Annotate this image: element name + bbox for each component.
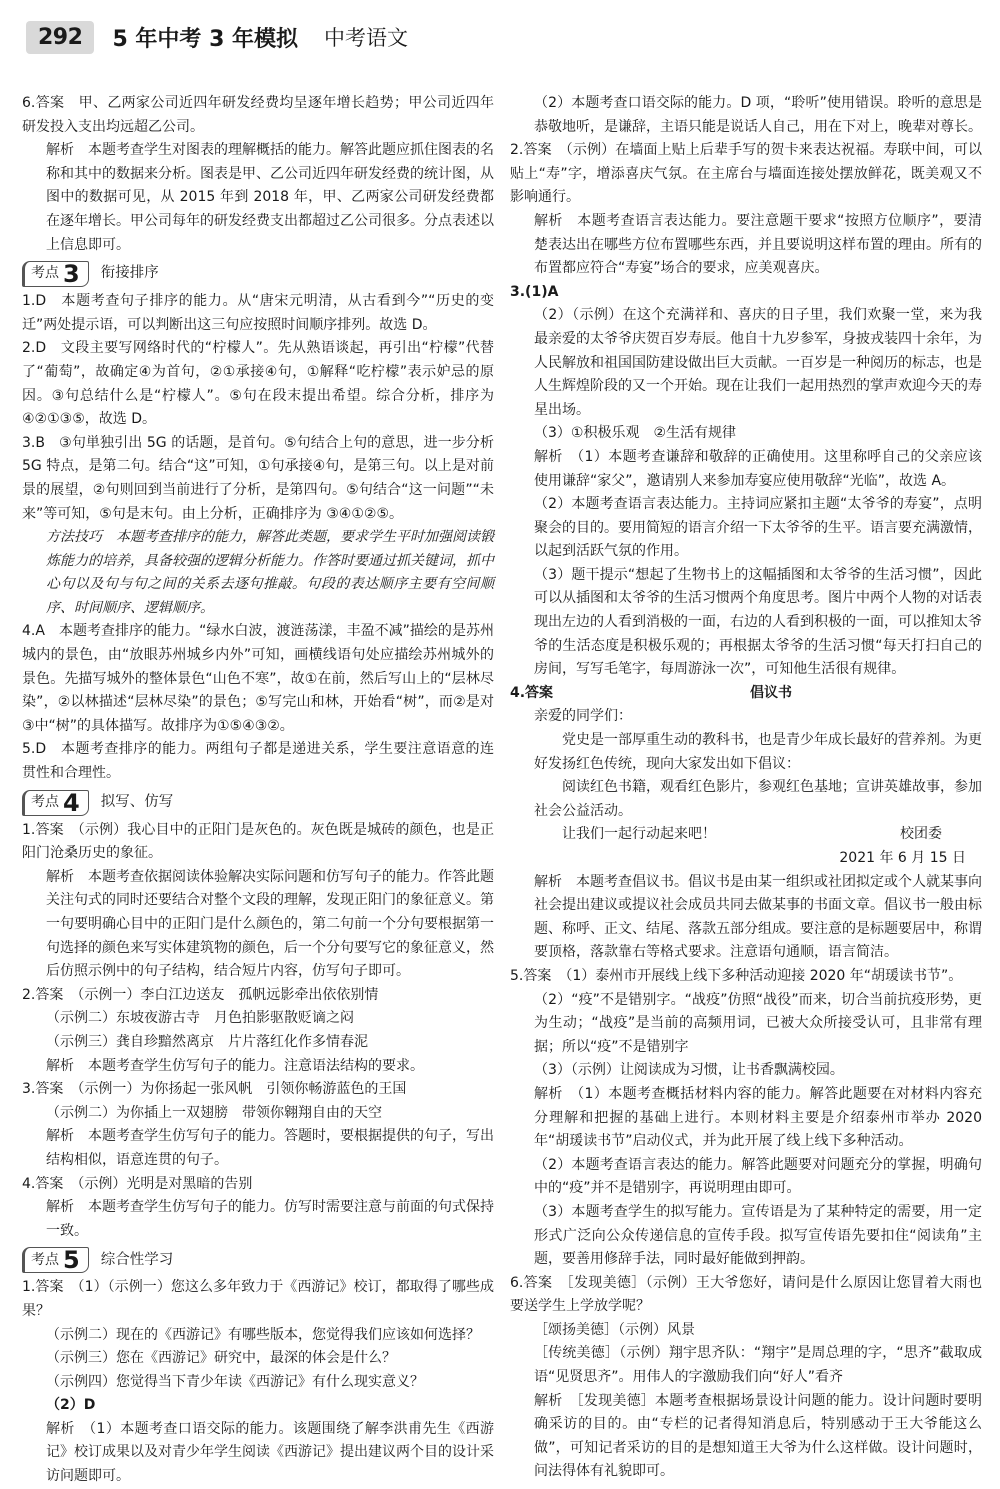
answer-item: 4.答案 （示例）光明是对黑暗的告别: [22, 1175, 253, 1192]
explanation: （2）本题考查语言表达能力。主持词应紧扣主题“太爷爷的寿宴”，点明聚会的目的。要用简短的语言介绍一下太爷爷的生平。语言要充满激情，以起到活跃气氛的作用。: [534, 496, 982, 560]
letter-date: 2021 年 6 月 15 日: [839, 850, 966, 866]
section-header: [22, 261, 494, 287]
explanation: （2）本题考查口语交际的能力。D 项，“聆听”使用错误。聆听的意思是恭敬地听，是谦辞，主语只能是说话人自己，用在下对上，晚辈对尊长。: [534, 95, 982, 135]
answer-line: ［颂扬美德］（示例）风景: [534, 1321, 695, 1338]
answer-item: 2.D 文段主要写网络时代的“柠檬人”。先从熟语谈起，再引出“柠檬”代替了“葡萄”，故确定④为首句，②①承接④句，①解释“吃柠檬”表示妒忌的原因。③句总结什么是“柠檬人”。⑤句在段末提出希望。综合分析，排序为④②①③⑤，故选 D。: [22, 340, 494, 428]
letter-closing: [510, 823, 982, 847]
explanation: （3）本题考查学生的拟写能力。宣传语是为了某种特定的需要，用一定形式广泛向公众传递信息的宣传手段。拟写宣传语先要扣住“阅读角”主题，要善用修辞手法，同时最好能做到押韵。: [534, 1203, 982, 1268]
answer-line: （示例三）龚自珍黯然离京 片片落红化作多情春泥: [46, 1033, 368, 1050]
answer-line: （2）D: [46, 1397, 96, 1414]
section-badge: 考点 4: [22, 790, 89, 816]
answer-line: （示例二）现在的《西游记》有哪些版本，您觉得我们应该如何选择？: [46, 1326, 480, 1343]
answer-line: （2）“疫”不是错别字。“战疫”仿照“战役”而来，切合当前抗疫形势，更为生动；“战疫”是当前的高频用词，已被大众所接受认可，且非常有理据；所以“疫”不是错别字: [534, 991, 982, 1055]
answer-line: （3）①积极乐观 ②生活有规律: [534, 425, 737, 442]
explanation: 解析 本题考查学生仿写句子的能力。注意语法结构的要求。: [46, 1057, 424, 1074]
answer-item: 6.答案 ［发现美德］（示例）王大爷您好，请问是什么原因让您冒着大雨也要送学生上学放学呢？: [510, 1274, 982, 1315]
explanation: 解析 本题考查学生仿写句子的能力。仿写时需要注意与前面的句式保持一致。: [46, 1199, 494, 1239]
answer-line: （2）（示例）在这个充满祥和、喜庆的日子里，我们欢聚一堂，来为我最亲爱的太爷爷庆贺百岁寿辰。他自十九岁参军，身披戎装四十余年，为人民解放和祖国国防建设做出巨大贡献。一百岁是一种阅历的标志，也是人生辉煌阶段的又一个开始。现在让我们一起用热烈的掌声欢迎今天的寿星出场。: [534, 307, 982, 418]
explanation: 解析 本题考查语言表达能力。要注意题干要求“按照方位顺序”，要清楚表达出在哪些方位布置哪些东西，并且要说明这样布置的理由。所有的布置都应符合“寿宴”场合的要求，应美观喜庆。: [534, 212, 982, 277]
answer-item: 3.(1)A: [510, 283, 559, 300]
explanation: 解析 本题考查依据阅读体验解决实际问题和仿写句子的能力。作答此题关注句式的同时还要结合对整个文段的理解，发现正阳门的象征意义。第一句要明确心目中的正阳门是什么颜色的，第二句前一个分句要根据第一句选择的颜色来写实体建筑物的颜色，后一个分句要写它的象征意义，然后仿照示例中的句子结构，结合短片内容，仿写句子即可。: [46, 868, 494, 980]
right-column: [510, 92, 982, 1484]
explanation: 解析 （1）本题考查概括材料内容的能力。解答此题要在对材料内容充分理解和把握的基础上进行。本则材料主要是介绍泰州市举办 2020 年“胡瑗读书节”启动仪式，并为此开展了线上线下多种活动。: [534, 1085, 982, 1150]
answer-line: （示例三）您在《西游记》研究中，最深的体会是什么？: [46, 1350, 396, 1367]
explanation: 解析 （1）本题考查口语交际的能力。该题围绕了解李洪甫先生《西游记》校订成果以及对青少年学生阅读《西游记》提出建议两个目的设计采访问题即可。: [46, 1420, 494, 1485]
section-title: 综合性学习: [100, 1251, 174, 1268]
letter-header: [510, 682, 982, 706]
letter-greeting: 亲爱的同学们：: [534, 708, 632, 725]
section-header: [22, 790, 494, 816]
answer-item: 1.D 本题考查句子排序的能力。从“唐宋元明清，从古看到今”“历史的变迁”两处提示语，可以判断出这三句应按照时间顺序排列。故选 D。: [22, 293, 494, 333]
explanation: （2）本题考查语言表达的能力。解答此题要对问题充分的掌握，明确句中的“疫”并不是错别字，再说明理由即可。: [534, 1156, 982, 1197]
method-tip: 方法技巧 本题考查排序的能力，解答此类题，要求学生平时加强阅读锻炼能力的培养，具备较强的逻辑分析能力。作答时要通过抓关键词，抓中心句以及句与句之间的关系去逐句推敲。句段的表达顺序主要有空间顺序、时间顺序、逻辑顺序。: [46, 529, 494, 616]
answer-item: 3.答案 （示例一）为你扬起一张风帆 引领你畅游蓝色的王国: [22, 1081, 407, 1098]
answer-item: 6.答案 甲、乙两家公司近四年研发经费均呈逐年增长趋势；甲公司近四年研发投入支出均远超乙公司。: [22, 95, 494, 135]
answer-item: 1.答案 （示例）我心目中的正阳门是灰色的。灰色既是城砖的颜色，也是正阳门沧桑历史的象征。: [22, 821, 494, 862]
answer-item: 2.答案 （示例）在墙面上贴上后辈手写的贺卡来表达祝福。寿联中间，可以贴上“寿”字，增添喜庆气氛。在主席台与墙面连接处摆放鲜花，既美观又不影响通行。: [510, 142, 982, 206]
explanation: 解析 本题考查学生仿写句子的能力。答题时，要根据提供的句子，写出结构相似，语意连贯的句子。: [46, 1128, 494, 1168]
section-title: 衔接排序: [100, 265, 159, 282]
explanation: 解析 本题考查学生对图表的理解概括的能力。解答此题应抓住图表的名称和其中的数据来分析。图表是甲、乙公司近四年研发经费的统计图，从图中的数据可见，从 2015 年到 2018 年，甲、乙两家公司研发经费都在逐年增长。甲公司每年的研发经费支出都超过乙公司很多。分点表述以上信息即可。: [46, 142, 494, 253]
section-badge: 考点 3: [22, 261, 89, 287]
answer-line: （3）（示例）让阅读成为习惯，让书香飘满校园。: [534, 1062, 844, 1079]
section-badge: 考点 5: [22, 1247, 89, 1273]
explanation: 解析 本题考查倡议书。倡议书是由某一组织或社团拟定或个人就某事向社会提出建议或提议社会成员共同去做某事的书面文章。倡议书一般由标题、称呼、正文、结尾、落款五部分组成。要注意的是标题要居中，称谓要顶格，落款靠右等格式要求。注意语句通顺，语言简洁。: [534, 873, 982, 961]
letter-closing-line: 让我们一起行动起来吧！: [562, 826, 716, 843]
answer-item: 3.B ③句単独引出 5G 的话题，是首句。⑤句结合上句的意思，进一步分析 5G 特点，是第二句。结合“这”可知，①句承接④句，是第三句。以上是对前景的展望，②句则回到当前进行了分析，是第四句。⑤句结合“这一问题”“未来”等可知，⑤句是末句。由上分析，正确排序为 ③④①②⑤。: [22, 434, 494, 522]
explanation: 解析 （1）本题考查谦辞和敬辞的正确使用。这里称呼自己的父亲应该使用谦辞“家父”，邀请别人来参加寿宴应使用敬辞“光临”，故选 A。: [534, 448, 982, 489]
answer-line: ［传统美德］（示例）翔宇思齐队：“翔宇”是周总理的字，“思齐”截取成语“见贤思齐”。用伟人的字激励我们向“好人”看齐: [534, 1345, 982, 1386]
explanation: 解析 ［发现美德］本题考查根据场景设计问题的能力。设计问题时要明确采访的目的。由“专栏的记者得知消息后，特别感动于王大爷能这么做”，可知记者采访的目的是想知道王大爷为什么这样做。设计问题时，问法得体有礼貌即可。: [534, 1392, 982, 1480]
letter-title: 倡议书: [750, 684, 792, 701]
page-number: 292: [26, 21, 94, 54]
letter-body: 党史是一部厚重生动的教科书，也是青少年成长最好的营养剂。为更好发扬红色传统，现向大家发出如下倡议：: [534, 732, 982, 772]
answer-item: 5.答案 （1）泰州市开展线上线下多种活动迎接 2020 年“胡瑗读书节”。: [510, 967, 963, 984]
section-header: [22, 1247, 494, 1273]
answer-line: （示例四）您觉得当下青少年读《西游记》有什么现实意义？: [46, 1373, 424, 1390]
letter-body: 阅读红色书籍，观看红色影片，参观红色基地；宣讲英雄故事，参加社会公益活动。: [534, 779, 982, 819]
answer-label: 4.答案: [510, 684, 554, 701]
answer-line: （示例二）东坡夜游古寺 月色拍影驱散贬谪之闷: [46, 1010, 354, 1027]
answer-item: 1.答案 （1）（示例一）您这么多年致力于《西游记》校订，都取得了哪些成果？: [22, 1279, 494, 1319]
page-header: [26, 14, 408, 60]
letter-signature: 校团委: [900, 826, 942, 843]
book-brand: 5 年中考 3 年模拟: [112, 26, 299, 52]
answer-line: （示例二）为你插上一双翅膀 带领你翱翔自由的天空: [46, 1104, 382, 1121]
answer-item: 2.答案 （示例一）李白江边送友 孤帆远影牵出依依别情: [22, 986, 379, 1003]
book-subject: 中考语文: [324, 26, 409, 50]
left-column: [22, 92, 494, 1489]
section-title: 拟写、仿写: [100, 793, 174, 810]
explanation: （3）题干提示“想起了生物书上的这幅插图和太爷爷的生活习惯”，因此可以从插图和太爷爷的生活习惯两个角度思考。图片中两个人物的对话表现出左边的人看到消极的一面，右边的人看到积极的一面，可以推知太爷爷的生活态度是积极乐观的；再根据太爷爷的生活习惯“每天打扫自己的房间，写写毛笔字，每周游泳一次”，可知他生活很有规律。: [534, 566, 982, 678]
answer-item: 5.D 本题考查排序的能力。两组句子都是递进关系，学生要注意语意的连贯性和合理性。: [22, 741, 494, 782]
answer-item: 4.A 本题考查排序的能力。“绿水白波，渡涟荡漾，丰盈不减”描绘的是苏州城内的景色，由“放眼苏州城乡内外”可知，画横线语句处应描绘苏州城外的景色。先描写城外的整体景色“山色不寒”，故①在前，然后写山上的“层林尽染”，②以林描述“层林尽染”的景色；⑤写完山和林，开始看“树”，而②是对③中“树”的具体描写。故排序为①⑤④③②。: [22, 623, 494, 734]
